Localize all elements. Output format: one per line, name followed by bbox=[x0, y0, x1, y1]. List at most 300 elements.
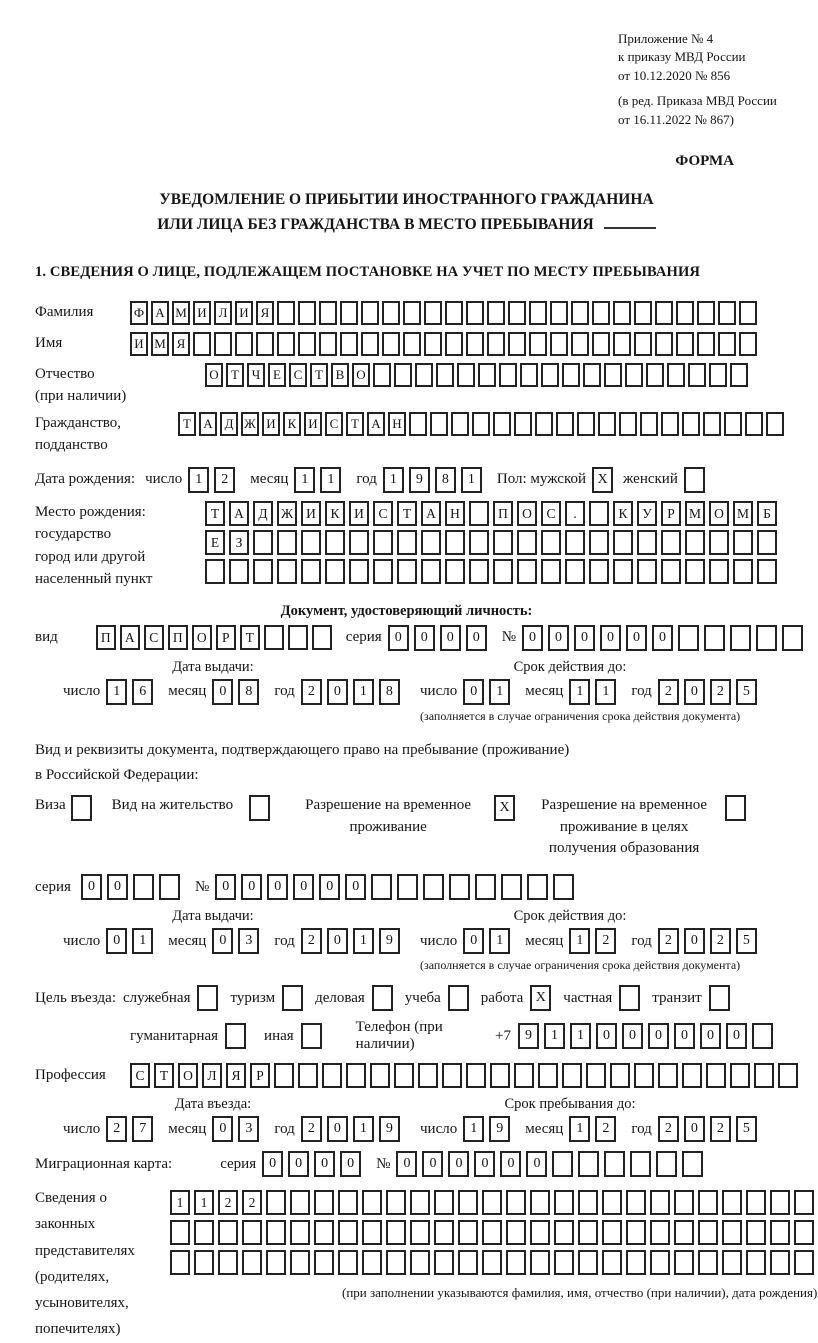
char-cell[interactable] bbox=[794, 1250, 814, 1275]
char-cell[interactable] bbox=[634, 1063, 654, 1088]
char-cell[interactable] bbox=[688, 363, 706, 387]
char-cell[interactable]: 0 bbox=[526, 1151, 547, 1177]
char-cell[interactable] bbox=[469, 559, 489, 584]
char-cell[interactable] bbox=[637, 559, 657, 584]
char-cell[interactable]: Ж bbox=[277, 501, 297, 526]
char-cell[interactable] bbox=[403, 332, 421, 356]
char-cell[interactable] bbox=[362, 1250, 382, 1275]
char-cell[interactable] bbox=[709, 530, 729, 555]
char-cell[interactable]: М bbox=[733, 501, 753, 526]
char-cell[interactable]: О bbox=[178, 1063, 198, 1088]
char-cell[interactable]: 1 bbox=[294, 467, 315, 493]
char-cell[interactable]: Я bbox=[172, 332, 190, 356]
char-cell[interactable] bbox=[288, 625, 308, 650]
char-cell[interactable] bbox=[458, 1250, 478, 1275]
char-cell[interactable] bbox=[410, 1220, 430, 1245]
char-cell[interactable]: 0 bbox=[319, 874, 340, 900]
char-cell[interactable]: 1 bbox=[383, 467, 404, 493]
char-cell[interactable] bbox=[678, 625, 699, 651]
char-cell[interactable] bbox=[410, 1250, 430, 1275]
char-cell[interactable] bbox=[499, 363, 517, 387]
char-cell[interactable] bbox=[682, 1151, 703, 1177]
char-cell[interactable]: Т bbox=[205, 501, 225, 526]
char-cell[interactable]: 0 bbox=[574, 625, 595, 651]
char-cell[interactable] bbox=[517, 559, 537, 584]
char-cell[interactable] bbox=[613, 301, 631, 325]
char-cell[interactable]: И bbox=[235, 301, 253, 325]
char-cell[interactable]: 2 bbox=[595, 928, 616, 954]
char-cell[interactable]: 2 bbox=[242, 1190, 262, 1215]
char-cell[interactable]: Т bbox=[397, 501, 417, 526]
char-cell[interactable]: И bbox=[349, 501, 369, 526]
char-cell[interactable] bbox=[722, 1250, 742, 1275]
char-cell[interactable] bbox=[770, 1220, 790, 1245]
char-cell[interactable]: С bbox=[541, 501, 561, 526]
char-cell[interactable] bbox=[442, 1063, 462, 1088]
char-cell[interactable] bbox=[698, 1190, 718, 1215]
char-cell[interactable] bbox=[745, 412, 763, 436]
char-cell[interactable] bbox=[746, 1190, 766, 1215]
char-cell[interactable] bbox=[730, 625, 751, 651]
char-cell[interactable] bbox=[487, 301, 505, 325]
char-cell[interactable] bbox=[752, 1023, 773, 1049]
char-cell[interactable]: 0 bbox=[212, 928, 233, 954]
char-cell[interactable]: М bbox=[151, 332, 169, 356]
char-cell[interactable] bbox=[386, 1220, 406, 1245]
char-cell[interactable] bbox=[290, 1220, 310, 1245]
char-cell[interactable] bbox=[314, 1250, 334, 1275]
char-cell[interactable]: С bbox=[130, 1063, 150, 1088]
char-cell[interactable]: 5 bbox=[736, 928, 757, 954]
char-cell[interactable]: И bbox=[262, 412, 280, 436]
char-cell[interactable]: 1 bbox=[353, 928, 374, 954]
char-cell[interactable]: 0 bbox=[600, 625, 621, 651]
char-cell[interactable]: 0 bbox=[684, 928, 705, 954]
char-cell[interactable]: 0 bbox=[440, 625, 461, 651]
char-cell[interactable] bbox=[613, 559, 633, 584]
char-cell[interactable] bbox=[370, 1063, 390, 1088]
char-cell[interactable]: 1 bbox=[570, 1023, 591, 1049]
char-cell[interactable] bbox=[661, 530, 681, 555]
char-cell[interactable]: 2 bbox=[106, 1116, 127, 1142]
char-cell[interactable] bbox=[739, 301, 757, 325]
char-cell[interactable] bbox=[472, 412, 490, 436]
char-cell[interactable] bbox=[325, 559, 345, 584]
char-cell[interactable]: 3 bbox=[238, 1116, 259, 1142]
char-cell[interactable] bbox=[478, 363, 496, 387]
char-cell[interactable] bbox=[625, 363, 643, 387]
char-cell[interactable] bbox=[253, 530, 273, 555]
char-cell[interactable] bbox=[242, 1220, 262, 1245]
char-cell[interactable] bbox=[655, 301, 673, 325]
char-cell[interactable] bbox=[565, 559, 585, 584]
char-cell[interactable] bbox=[592, 332, 610, 356]
char-cell[interactable] bbox=[338, 1190, 358, 1215]
char-cell[interactable] bbox=[554, 1190, 574, 1215]
char-cell[interactable] bbox=[434, 1190, 454, 1215]
char-cell[interactable] bbox=[373, 559, 393, 584]
char-cell[interactable] bbox=[619, 412, 637, 436]
char-cell[interactable] bbox=[397, 559, 417, 584]
char-cell[interactable] bbox=[578, 1190, 598, 1215]
char-cell[interactable] bbox=[194, 1250, 214, 1275]
char-cell[interactable] bbox=[403, 301, 421, 325]
char-cell[interactable] bbox=[634, 332, 652, 356]
char-cell[interactable]: 0 bbox=[596, 1023, 617, 1049]
char-cell[interactable]: 0 bbox=[684, 679, 705, 705]
char-cell[interactable] bbox=[264, 625, 284, 650]
char-cell[interactable] bbox=[529, 301, 547, 325]
char-cell[interactable]: 0 bbox=[288, 1151, 309, 1177]
char-cell[interactable] bbox=[724, 412, 742, 436]
char-cell[interactable] bbox=[698, 1250, 718, 1275]
residence-permit-checkbox[interactable] bbox=[249, 795, 270, 821]
char-cell[interactable] bbox=[754, 1063, 774, 1088]
char-cell[interactable]: 7 bbox=[132, 1116, 153, 1142]
char-cell[interactable] bbox=[361, 301, 379, 325]
char-cell[interactable] bbox=[674, 1220, 694, 1245]
char-cell[interactable] bbox=[319, 301, 337, 325]
char-cell[interactable]: 0 bbox=[500, 1151, 521, 1177]
char-cell[interactable] bbox=[514, 412, 532, 436]
char-cell[interactable] bbox=[362, 1220, 382, 1245]
char-cell[interactable]: 0 bbox=[293, 874, 314, 900]
char-cell[interactable]: 2 bbox=[301, 1116, 322, 1142]
char-cell[interactable] bbox=[424, 301, 442, 325]
char-cell[interactable]: 0 bbox=[448, 1151, 469, 1177]
char-cell[interactable] bbox=[338, 1250, 358, 1275]
char-cell[interactable]: 1 bbox=[188, 467, 209, 493]
char-cell[interactable] bbox=[562, 363, 580, 387]
char-cell[interactable] bbox=[697, 301, 715, 325]
char-cell[interactable] bbox=[757, 559, 777, 584]
char-cell[interactable] bbox=[746, 1250, 766, 1275]
char-cell[interactable] bbox=[592, 301, 610, 325]
char-cell[interactable] bbox=[529, 332, 547, 356]
char-cell[interactable]: 0 bbox=[314, 1151, 335, 1177]
char-cell[interactable]: 1 bbox=[106, 679, 127, 705]
char-cell[interactable] bbox=[506, 1220, 526, 1245]
char-cell[interactable] bbox=[493, 412, 511, 436]
char-cell[interactable] bbox=[656, 1151, 677, 1177]
char-cell[interactable] bbox=[421, 559, 441, 584]
char-cell[interactable] bbox=[637, 530, 657, 555]
char-cell[interactable]: 0 bbox=[626, 625, 647, 651]
char-cell[interactable]: С bbox=[373, 501, 393, 526]
char-cell[interactable] bbox=[650, 1190, 670, 1215]
char-cell[interactable] bbox=[506, 1190, 526, 1215]
char-cell[interactable] bbox=[475, 874, 496, 900]
char-cell[interactable]: 0 bbox=[463, 928, 484, 954]
char-cell[interactable] bbox=[722, 1190, 742, 1215]
char-cell[interactable] bbox=[214, 332, 232, 356]
char-cell[interactable]: 2 bbox=[301, 928, 322, 954]
char-cell[interactable]: О bbox=[517, 501, 537, 526]
char-cell[interactable] bbox=[520, 363, 538, 387]
char-cell[interactable] bbox=[730, 1063, 750, 1088]
char-cell[interactable] bbox=[782, 625, 803, 651]
purpose-private-checkbox[interactable] bbox=[619, 985, 640, 1011]
char-cell[interactable] bbox=[445, 332, 463, 356]
char-cell[interactable] bbox=[298, 332, 316, 356]
char-cell[interactable]: 0 bbox=[396, 1151, 417, 1177]
char-cell[interactable] bbox=[490, 1063, 510, 1088]
char-cell[interactable]: О bbox=[205, 363, 223, 387]
purpose-tourism-checkbox[interactable] bbox=[282, 985, 303, 1011]
char-cell[interactable]: 0 bbox=[466, 625, 487, 651]
char-cell[interactable]: 1 bbox=[320, 467, 341, 493]
char-cell[interactable]: Е bbox=[205, 530, 225, 555]
purpose-study-checkbox[interactable] bbox=[448, 985, 469, 1011]
char-cell[interactable]: 0 bbox=[674, 1023, 695, 1049]
char-cell[interactable] bbox=[598, 412, 616, 436]
char-cell[interactable]: 0 bbox=[215, 874, 236, 900]
char-cell[interactable] bbox=[394, 1063, 414, 1088]
char-cell[interactable] bbox=[541, 530, 561, 555]
char-cell[interactable]: 1 bbox=[353, 679, 374, 705]
char-cell[interactable] bbox=[487, 332, 505, 356]
char-cell[interactable] bbox=[562, 1063, 582, 1088]
char-cell[interactable] bbox=[371, 874, 392, 900]
char-cell[interactable]: 0 bbox=[106, 928, 127, 954]
char-cell[interactable]: Е bbox=[268, 363, 286, 387]
char-cell[interactable] bbox=[685, 530, 705, 555]
char-cell[interactable] bbox=[640, 412, 658, 436]
char-cell[interactable]: Р bbox=[250, 1063, 270, 1088]
char-cell[interactable] bbox=[508, 301, 526, 325]
char-cell[interactable] bbox=[501, 874, 522, 900]
char-cell[interactable]: 0 bbox=[262, 1151, 283, 1177]
char-cell[interactable] bbox=[458, 1190, 478, 1215]
char-cell[interactable] bbox=[290, 1190, 310, 1215]
char-cell[interactable] bbox=[682, 412, 700, 436]
char-cell[interactable] bbox=[458, 1220, 478, 1245]
char-cell[interactable]: Н bbox=[388, 412, 406, 436]
char-cell[interactable] bbox=[430, 412, 448, 436]
char-cell[interactable]: А bbox=[199, 412, 217, 436]
char-cell[interactable] bbox=[229, 559, 249, 584]
char-cell[interactable]: 9 bbox=[379, 1116, 400, 1142]
char-cell[interactable]: 2 bbox=[301, 679, 322, 705]
char-cell[interactable] bbox=[418, 1063, 438, 1088]
char-cell[interactable]: Л bbox=[202, 1063, 222, 1088]
char-cell[interactable] bbox=[373, 363, 391, 387]
char-cell[interactable] bbox=[493, 559, 513, 584]
char-cell[interactable] bbox=[718, 301, 736, 325]
char-cell[interactable] bbox=[613, 530, 633, 555]
char-cell[interactable] bbox=[386, 1250, 406, 1275]
char-cell[interactable] bbox=[661, 412, 679, 436]
char-cell[interactable]: Я bbox=[226, 1063, 246, 1088]
char-cell[interactable]: В bbox=[331, 363, 349, 387]
char-cell[interactable]: Ж bbox=[241, 412, 259, 436]
char-cell[interactable]: 2 bbox=[658, 679, 679, 705]
char-cell[interactable]: 2 bbox=[214, 467, 235, 493]
char-cell[interactable]: 1 bbox=[194, 1190, 214, 1215]
char-cell[interactable] bbox=[794, 1220, 814, 1245]
char-cell[interactable] bbox=[434, 1220, 454, 1245]
char-cell[interactable] bbox=[604, 1151, 625, 1177]
char-cell[interactable] bbox=[325, 530, 345, 555]
char-cell[interactable]: 0 bbox=[327, 1116, 348, 1142]
char-cell[interactable] bbox=[538, 1063, 558, 1088]
char-cell[interactable]: С bbox=[289, 363, 307, 387]
char-cell[interactable]: 0 bbox=[726, 1023, 747, 1049]
char-cell[interactable] bbox=[535, 412, 553, 436]
char-cell[interactable]: П bbox=[96, 625, 116, 650]
char-cell[interactable]: 0 bbox=[622, 1023, 643, 1049]
char-cell[interactable] bbox=[589, 559, 609, 584]
char-cell[interactable] bbox=[349, 530, 369, 555]
male-checkbox[interactable]: X bbox=[592, 467, 613, 493]
char-cell[interactable] bbox=[445, 559, 465, 584]
char-cell[interactable]: 1 bbox=[489, 679, 510, 705]
char-cell[interactable] bbox=[457, 363, 475, 387]
char-cell[interactable]: А bbox=[367, 412, 385, 436]
char-cell[interactable]: М bbox=[685, 501, 705, 526]
char-cell[interactable]: И bbox=[304, 412, 322, 436]
char-cell[interactable] bbox=[530, 1250, 550, 1275]
char-cell[interactable]: 2 bbox=[218, 1190, 238, 1215]
char-cell[interactable]: 1 bbox=[461, 467, 482, 493]
char-cell[interactable] bbox=[338, 1220, 358, 1245]
temp-residence-checkbox[interactable]: X bbox=[494, 795, 515, 821]
char-cell[interactable] bbox=[508, 332, 526, 356]
char-cell[interactable]: О bbox=[352, 363, 370, 387]
char-cell[interactable] bbox=[626, 1250, 646, 1275]
char-cell[interactable] bbox=[514, 1063, 534, 1088]
char-cell[interactable] bbox=[698, 1220, 718, 1245]
purpose-business-checkbox[interactable] bbox=[372, 985, 393, 1011]
char-cell[interactable] bbox=[277, 559, 297, 584]
char-cell[interactable] bbox=[756, 625, 777, 651]
char-cell[interactable] bbox=[170, 1220, 190, 1245]
char-cell[interactable] bbox=[218, 1250, 238, 1275]
char-cell[interactable] bbox=[604, 363, 622, 387]
char-cell[interactable] bbox=[722, 1220, 742, 1245]
char-cell[interactable]: 9 bbox=[379, 928, 400, 954]
char-cell[interactable] bbox=[676, 301, 694, 325]
char-cell[interactable] bbox=[482, 1190, 502, 1215]
char-cell[interactable]: 0 bbox=[327, 679, 348, 705]
char-cell[interactable] bbox=[298, 301, 316, 325]
char-cell[interactable]: 2 bbox=[595, 1116, 616, 1142]
char-cell[interactable] bbox=[718, 332, 736, 356]
char-cell[interactable] bbox=[493, 530, 513, 555]
purpose-official-checkbox[interactable] bbox=[197, 985, 218, 1011]
char-cell[interactable]: Б bbox=[757, 501, 777, 526]
char-cell[interactable] bbox=[770, 1250, 790, 1275]
char-cell[interactable] bbox=[170, 1250, 190, 1275]
char-cell[interactable] bbox=[274, 1063, 294, 1088]
female-checkbox[interactable] bbox=[684, 467, 705, 493]
char-cell[interactable]: О bbox=[192, 625, 212, 650]
char-cell[interactable] bbox=[541, 363, 559, 387]
char-cell[interactable] bbox=[530, 1190, 550, 1215]
char-cell[interactable]: 0 bbox=[388, 625, 409, 651]
char-cell[interactable] bbox=[314, 1190, 334, 1215]
char-cell[interactable]: 2 bbox=[658, 1116, 679, 1142]
char-cell[interactable] bbox=[133, 874, 154, 900]
char-cell[interactable]: Ч bbox=[247, 363, 265, 387]
char-cell[interactable]: 0 bbox=[463, 679, 484, 705]
char-cell[interactable] bbox=[434, 1250, 454, 1275]
char-cell[interactable] bbox=[506, 1250, 526, 1275]
char-cell[interactable]: Р bbox=[661, 501, 681, 526]
char-cell[interactable] bbox=[482, 1250, 502, 1275]
char-cell[interactable] bbox=[613, 332, 631, 356]
char-cell[interactable]: 0 bbox=[267, 874, 288, 900]
char-cell[interactable]: . bbox=[565, 501, 585, 526]
char-cell[interactable] bbox=[466, 301, 484, 325]
char-cell[interactable] bbox=[277, 530, 297, 555]
char-cell[interactable]: И bbox=[301, 501, 321, 526]
char-cell[interactable] bbox=[449, 874, 470, 900]
char-cell[interactable] bbox=[382, 301, 400, 325]
char-cell[interactable]: Д bbox=[253, 501, 273, 526]
char-cell[interactable] bbox=[301, 530, 321, 555]
char-cell[interactable] bbox=[703, 412, 721, 436]
char-cell[interactable]: 2 bbox=[710, 679, 731, 705]
char-cell[interactable] bbox=[469, 530, 489, 555]
char-cell[interactable]: 0 bbox=[474, 1151, 495, 1177]
char-cell[interactable]: 0 bbox=[345, 874, 366, 900]
char-cell[interactable] bbox=[571, 301, 589, 325]
char-cell[interactable] bbox=[634, 301, 652, 325]
char-cell[interactable] bbox=[205, 559, 225, 584]
char-cell[interactable]: С bbox=[325, 412, 343, 436]
char-cell[interactable]: 1 bbox=[463, 1116, 484, 1142]
char-cell[interactable] bbox=[676, 332, 694, 356]
char-cell[interactable]: 0 bbox=[107, 874, 128, 900]
char-cell[interactable]: 0 bbox=[212, 679, 233, 705]
char-cell[interactable] bbox=[290, 1250, 310, 1275]
char-cell[interactable] bbox=[589, 501, 609, 526]
char-cell[interactable]: 1 bbox=[569, 928, 590, 954]
char-cell[interactable]: 0 bbox=[548, 625, 569, 651]
char-cell[interactable]: 2 bbox=[710, 928, 731, 954]
char-cell[interactable] bbox=[757, 530, 777, 555]
char-cell[interactable] bbox=[382, 332, 400, 356]
char-cell[interactable]: 0 bbox=[340, 1151, 361, 1177]
char-cell[interactable]: 0 bbox=[522, 625, 543, 651]
temp-residence-edu-checkbox[interactable] bbox=[725, 795, 746, 821]
purpose-other-checkbox[interactable] bbox=[301, 1023, 322, 1049]
char-cell[interactable] bbox=[266, 1250, 286, 1275]
char-cell[interactable] bbox=[194, 1220, 214, 1245]
char-cell[interactable]: М bbox=[172, 301, 190, 325]
char-cell[interactable]: О bbox=[709, 501, 729, 526]
char-cell[interactable] bbox=[733, 559, 753, 584]
char-cell[interactable]: Л bbox=[214, 301, 232, 325]
char-cell[interactable] bbox=[685, 559, 705, 584]
char-cell[interactable] bbox=[253, 559, 273, 584]
char-cell[interactable] bbox=[650, 1250, 670, 1275]
char-cell[interactable] bbox=[242, 1250, 262, 1275]
char-cell[interactable]: 1 bbox=[569, 679, 590, 705]
char-cell[interactable] bbox=[794, 1190, 814, 1215]
char-cell[interactable] bbox=[704, 625, 725, 651]
char-cell[interactable] bbox=[706, 1063, 726, 1088]
char-cell[interactable] bbox=[319, 332, 337, 356]
char-cell[interactable] bbox=[578, 1250, 598, 1275]
char-cell[interactable]: Н bbox=[445, 501, 465, 526]
char-cell[interactable]: Т bbox=[240, 625, 260, 650]
char-cell[interactable] bbox=[482, 1220, 502, 1245]
char-cell[interactable] bbox=[571, 332, 589, 356]
char-cell[interactable] bbox=[530, 1220, 550, 1245]
char-cell[interactable]: К bbox=[325, 501, 345, 526]
